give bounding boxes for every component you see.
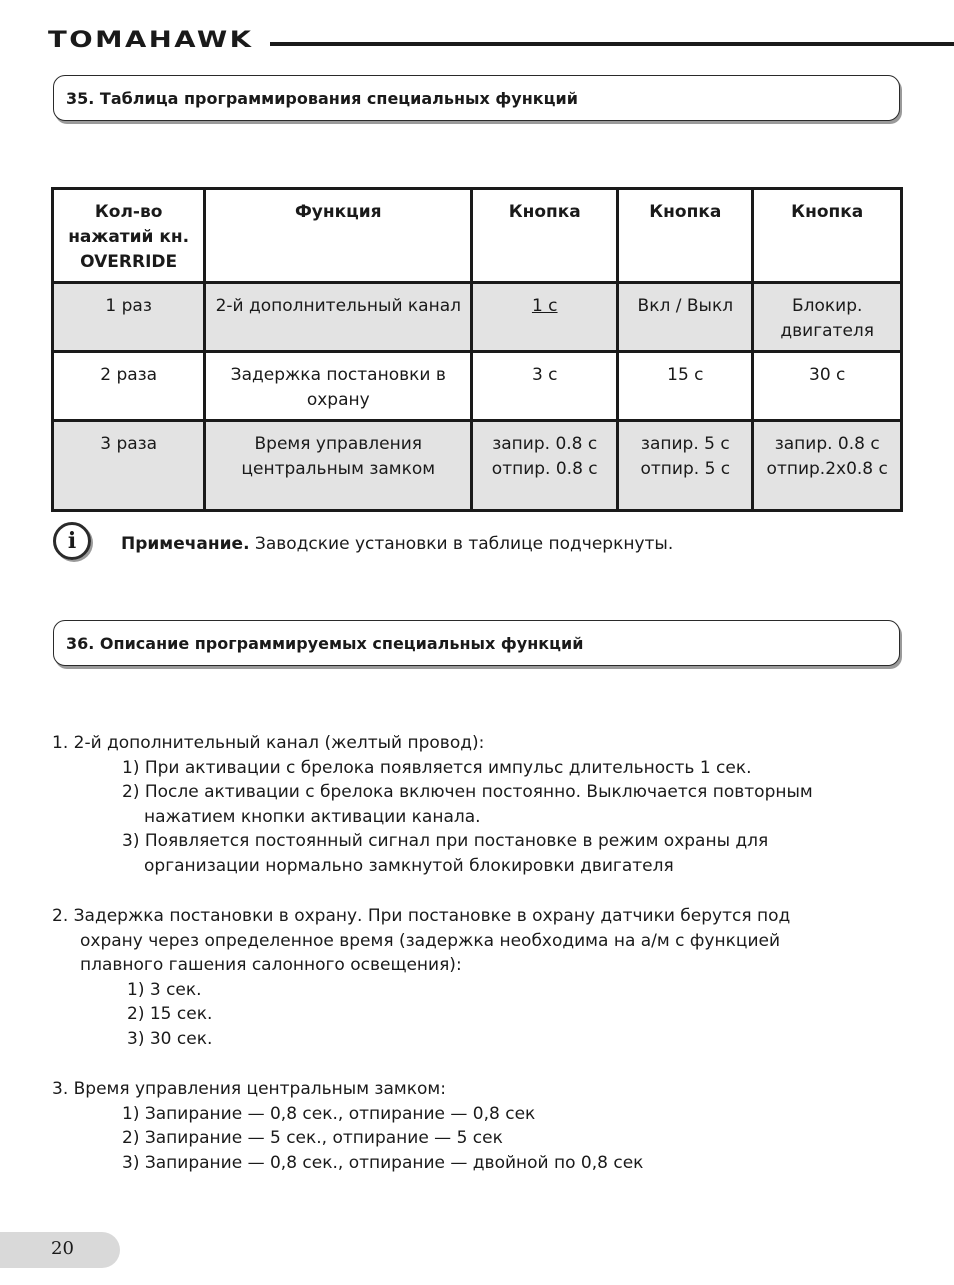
list-item: 3) Запирание — 0,8 сек., отпирание — двойной по 0,8 сек (122, 1152, 644, 1173)
cell-button-2: 15 с (618, 352, 753, 421)
cell-button-3: 30 с (753, 352, 902, 421)
cell-button-2: запир. 5 с отпир. 5 с (618, 421, 753, 511)
info-icon: i (53, 522, 91, 560)
section-36-heading (53, 620, 900, 666)
cell-button-3: запир. 0.8 с отпир.2x0.8 с (753, 421, 902, 511)
note-text: Заводские установки в таблице подчеркнуты. (249, 534, 674, 554)
cell-presses: 2 раза (53, 352, 205, 421)
section-35-title: 35. Таблица программирования специальных функций (66, 89, 578, 108)
cell-presses: 3 раза (53, 421, 205, 511)
list-item-continued: нажатием кнопки активации канала. (144, 806, 481, 827)
table-row (53, 283, 902, 352)
description-heading: 2. Задержка постановки в охрану. При постановке в охрану датчики берутся под (52, 906, 791, 926)
list-item: 1) Запирание — 0,8 сек., отпирание — 0,8 сек (122, 1103, 536, 1124)
table-row (53, 352, 902, 421)
section-36-title: 36. Описание программируемых специальных функций (66, 634, 584, 653)
special-functions-table (51, 187, 903, 512)
brand-logo: TOMAHAWK (48, 28, 254, 53)
table-row (53, 421, 902, 511)
header-function: Функция (205, 189, 472, 283)
list-item: 3) Появляется постоянный сигнал при постановке в режим охраны для (122, 831, 769, 851)
header-button-1: Кнопка (472, 189, 618, 283)
note (121, 534, 673, 554)
list-item: 2) Запирание — 5 сек., отпирание — 5 сек (122, 1128, 503, 1148)
description-continued: плавного гашения салонного освещения): (80, 955, 462, 975)
header-rule (270, 42, 954, 46)
list-item: 2) После активации с брелока включен постоянно. Выключается повторным (122, 782, 813, 802)
table-header-row (53, 189, 902, 283)
list-item-continued: организации нормально замкнутой блокировки двигателя (144, 855, 674, 876)
header-presses: Кол-во нажатий кн. OVERRIDE (53, 189, 205, 283)
description-heading: 1. 2-й дополнительный канал (желтый провод): (52, 733, 485, 753)
note-label: Примечание. (121, 534, 250, 554)
cell-button-2: Вкл / Выкл (618, 283, 753, 352)
section-35-heading (53, 75, 900, 121)
description-heading: 3. Время управления центральным замком: (52, 1079, 446, 1099)
description-item-1 (52, 731, 813, 878)
list-item: 3) 30 сек. (127, 1028, 213, 1049)
header-button-2: Кнопка (618, 189, 753, 283)
description-continued: охрану через определенное время (задержка необходима на а/м с функцией (80, 930, 780, 951)
description-item-3 (52, 1077, 643, 1175)
cell-button-3: Блокир. двигателя (753, 283, 902, 352)
description-item-2 (52, 904, 790, 1051)
cell-function: Время управления центральным замком (205, 421, 472, 511)
header-button-3: Кнопка (753, 189, 902, 283)
cell-function: Задержка постановки в охрану (205, 352, 472, 421)
cell-function: 2-й дополнительный канал (205, 283, 472, 352)
cell-button-1: 1 с (472, 283, 618, 352)
list-item: 1) 3 сек. (127, 979, 202, 1000)
page-number: 20 (51, 1238, 74, 1259)
cell-presses: 1 раз (53, 283, 205, 352)
list-item: 2) 15 сек. (127, 1004, 213, 1024)
cell-button-1: запир. 0.8 с отпир. 0.8 с (472, 421, 618, 511)
list-item: 1) При активации с брелока появляется импульс длительность 1 сек. (122, 757, 752, 778)
cell-button-1: 3 с (472, 352, 618, 421)
